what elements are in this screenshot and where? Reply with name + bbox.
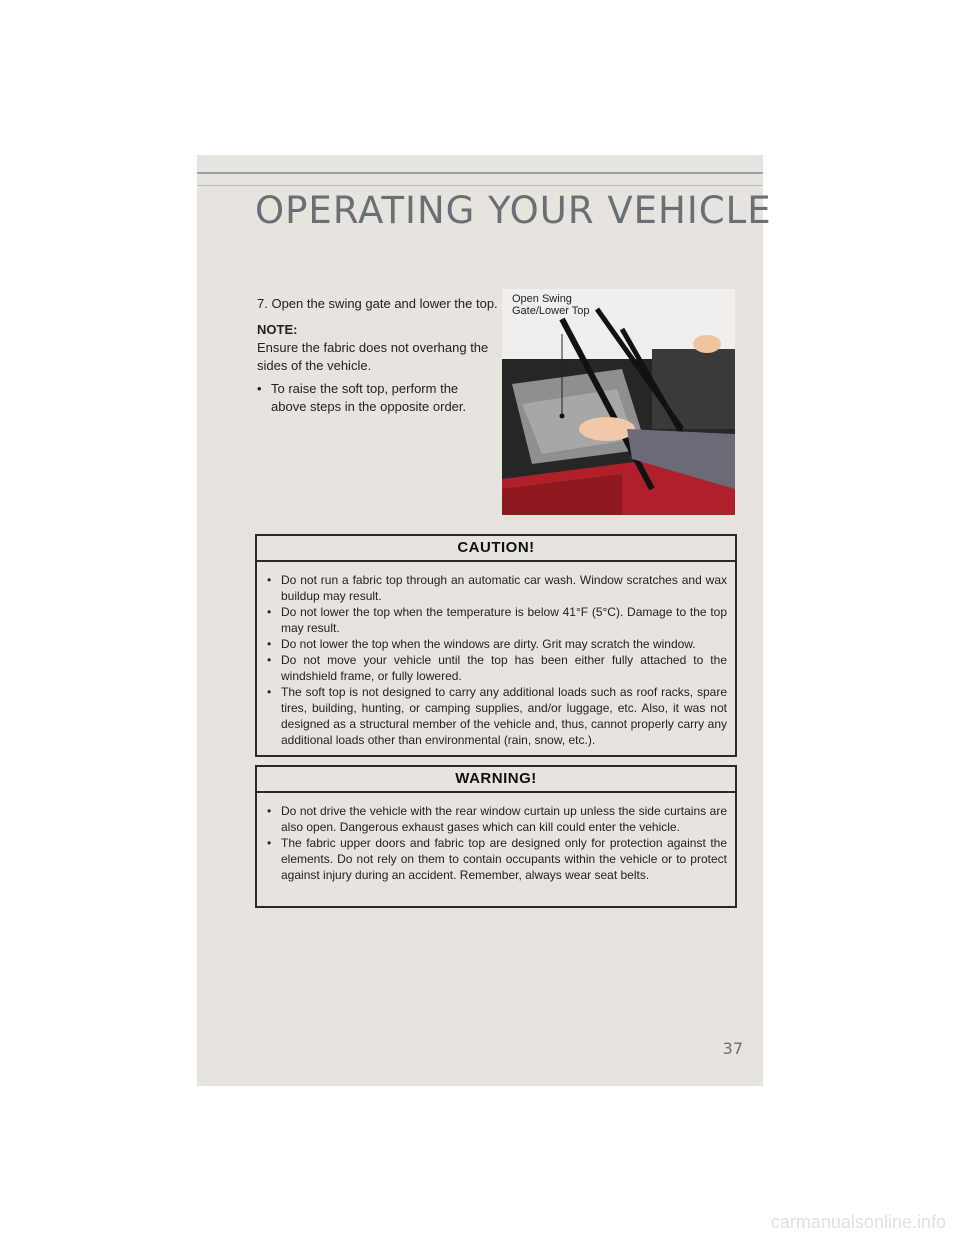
caution-item: • Do not run a fabric top through an automatic car wash. Window scratches and wax buildup may result. [265,572,727,604]
caution-item: • Do not lower the top when the windows are dirty. Grit may scratch the window. [265,636,727,652]
warning-item: • The fabric upper doors and fabric top are designed only for protection against the elements. Do not rely on them to contain occupants within the vehicle or to protect against injury during an accident. Remember, always wear seat belts. [265,835,727,883]
caution-item: • Do not lower the top when the temperature is below 41°F (5°C). Damage to the top may result. [265,604,727,636]
photo-illustration [502,289,735,515]
source-watermark: carmanualsonline.info [770,1212,946,1232]
bullet-item [257,380,489,416]
bullet-text-rest: above steps in the opposite order. [271,399,467,414]
manual-page [197,155,772,1086]
bullet-icon: • [257,381,262,396]
warning-item: • Do not drive the vehicle with the rear window curtain up unless the side curtains are also open. Dangerous exhaust gases which can kill could enter the vehicle. [265,803,727,835]
caution-item: • Do not move your vehicle until the top has been either fully attached to the windshield frame, or fully lowered. [265,652,727,684]
warning-list [257,793,735,891]
step-instruction: 7. Open the swing gate and lower the top. [257,296,498,311]
warning-box [255,765,737,908]
caution-list [257,562,735,756]
caution-title: CAUTION! [257,536,735,562]
note-text: Ensure the fabric does not overhang the sides of the vehicle. [257,340,489,373]
caution-box [255,534,737,757]
callout-line-2: Gate/Lower Top [512,305,590,317]
header-rule-top [197,172,763,174]
bullet-text-first: To raise the soft top, perform the [271,381,459,396]
warning-title: WARNING! [257,767,735,793]
caution-item: • The soft top is not designed to carry any additional loads such as roof racks, spare tires, building, hunting, or camping supplies, and/or luggage, etc. Also, it was not designed as a structural member of the vehicle and, thus, cannot properly carry any additional loads other than environmental (rain, snow, etc.). [265,684,727,748]
section-title: OPERATING YOUR VEHICLE [255,189,772,232]
note-label: NOTE: [257,322,298,337]
soft-top-photo [502,289,735,515]
page-number: 37 [722,1039,743,1058]
header-rule-bottom [197,185,763,186]
callout-line-1: Open Swing [512,293,572,305]
photo-callout [512,293,589,317]
